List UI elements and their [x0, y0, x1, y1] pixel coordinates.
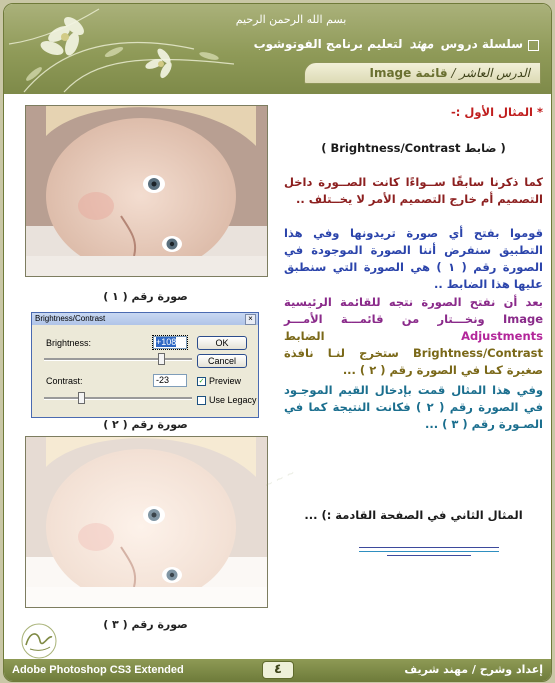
divider-line	[359, 547, 499, 548]
brightness-slider-track[interactable]	[44, 358, 192, 361]
baby-photo-3-image	[26, 437, 267, 607]
brightness-value: +108	[156, 337, 177, 347]
paragraph-3-part-c: الضابط Brightness/Contrast ستخرج لنـا نافذة صغيرة كما في الصورة رقم ( ٢ ) ...	[284, 329, 543, 377]
page-frame	[3, 3, 552, 682]
decorative-divider	[359, 547, 499, 559]
signature-logo-icon	[16, 621, 62, 661]
paragraph-3-part-b: Adjustments	[461, 329, 543, 343]
check-icon: ✓	[198, 378, 205, 386]
paragraph-2: قوموا بفتح أي صورة تريدونها وفي هذا التطبيق سنفرض أننا الصورة الموجودة في الصورة رقم ( ١ ) هي الصورة التي سنطبق عليها هذا الضابط ..	[284, 226, 543, 291]
series-title	[253, 37, 523, 52]
footer-author: إعداد وشرح / مهند شريف	[404, 663, 543, 676]
lesson-topic: قائمة Image	[369, 66, 448, 80]
footer-app-name: Adobe Photoshop CS3 Extended	[12, 664, 184, 676]
close-icon[interactable]: ×	[245, 314, 256, 325]
paragraph-4: وفي هذا المثال قمت بإدخال القيم الموجـود في الصورة رقم ( ٢ ) فكانت النتيجة كما في الصـورة رقم ( ٣ ) ...	[284, 383, 543, 431]
checkbox-empty-icon	[197, 396, 206, 405]
brightness-slider-thumb[interactable]	[158, 353, 165, 365]
ok-button[interactable]: OK	[197, 336, 247, 350]
paragraph-1: كما ذكرنا سابقًا ســواءًا كانت الصــورة داخل التصميم أم خارج التصميم الأمر لا يخــتلف ..	[284, 175, 543, 206]
cancel-button[interactable]: Cancel	[197, 354, 247, 368]
lesson-bar	[304, 62, 541, 84]
series-signature: مهند	[409, 37, 434, 52]
series-prefix: سلسلة دروس	[440, 37, 523, 51]
contrast-slider-thumb[interactable]	[78, 392, 85, 404]
footer-bar	[4, 659, 551, 681]
tool-title: ( ضابط Brightness/Contrast )	[321, 141, 506, 155]
caption-3: صورة رقم ( ٣ )	[103, 618, 188, 631]
caption-1: صورة رقم ( ١ )	[103, 290, 188, 303]
menu-square-icon	[528, 40, 539, 51]
divider-line	[387, 555, 471, 556]
dialog-title: Brightness/Contrast	[32, 313, 258, 325]
next-example-text: المثال الثاني في الصفحة القادمة :) ...	[304, 508, 523, 522]
paragraph-3-part-a: بعد أن نفتح الصورة نتجه للقائمة الرئيسية Image ونخـــتار من قائمـــة الأمـــر	[284, 295, 543, 326]
baby-photo-1	[25, 105, 268, 277]
contrast-label: Contrast:	[46, 376, 83, 386]
preview-label: Preview	[209, 376, 242, 386]
lesson-number: الدرس العاشر /	[451, 66, 530, 80]
contrast-input[interactable]: -23	[153, 374, 187, 387]
divider-line	[359, 551, 499, 552]
use-legacy-checkbox[interactable]	[197, 395, 257, 405]
contrast-slider-track[interactable]	[44, 397, 192, 400]
caption-2: صورة رقم ( ٢ )	[103, 418, 188, 431]
brightness-contrast-dialog	[31, 312, 259, 418]
baby-photo-1-image	[26, 106, 267, 276]
baby-photo-3	[25, 436, 268, 608]
page-number: ٤	[262, 661, 294, 679]
paragraph-3	[284, 294, 543, 379]
brightness-input[interactable]	[153, 336, 187, 349]
example-heading: * المثال الأول :-	[451, 105, 543, 119]
series-suffix: لتعليم برنامج الفوتوشوب	[253, 37, 403, 51]
legacy-label: Use Legacy	[209, 395, 257, 405]
bismillah-text: بسم الله الرحمن الرحيم	[235, 13, 347, 26]
preview-checkbox[interactable]	[197, 376, 241, 386]
header-banner	[4, 4, 551, 94]
watermark-mark: ~ ~ ~	[263, 467, 297, 492]
brightness-label: Brightness:	[46, 338, 92, 348]
